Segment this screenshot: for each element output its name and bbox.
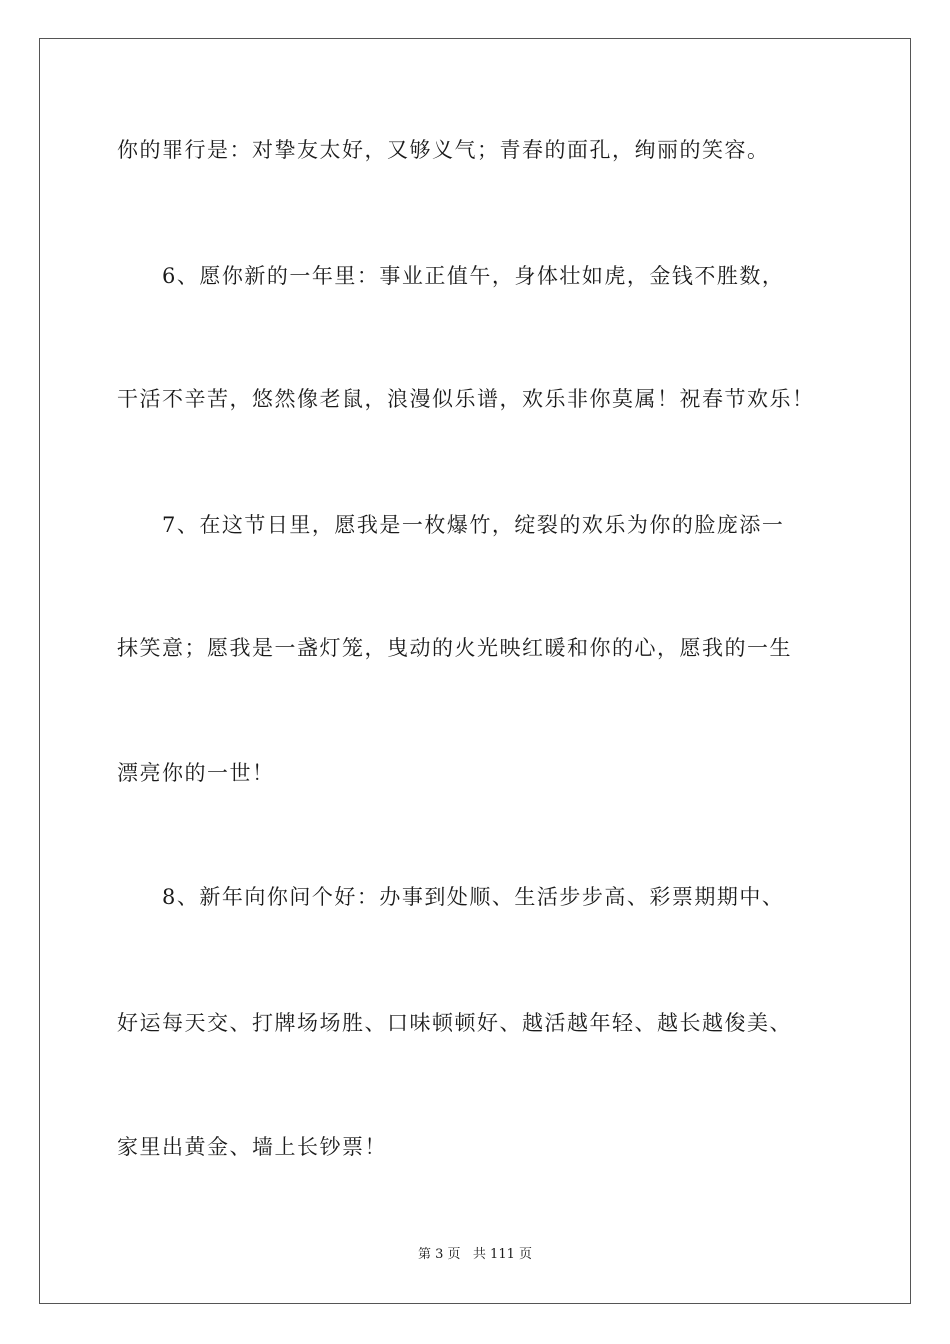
item-8-line-2: 好运每天交、打牌场场胜、口味顿顿好、越活越年轻、越长越俊美、: [117, 1011, 792, 1035]
page-footer: 第 3 页 共 111 页: [417, 1247, 532, 1262]
page-border: [39, 38, 911, 1304]
item-7-line-2: 抹笑意；愿我是一盏灯笼，曳动的火光映红暖和你的心，愿我的一生: [117, 636, 792, 660]
item-7-line-3: 漂亮你的一世！: [117, 761, 275, 785]
item-6-line-1: 6、愿你新的一年里：事业正值午，身体壮如虎，金钱不胜数，: [162, 264, 785, 288]
item-6-line-2: 干活不辛苦，悠然像老鼠，浪漫似乐谱，欢乐非你莫属！祝春节欢乐！: [117, 387, 815, 411]
item-8-line-1: 8、新年向你问个好：办事到处顺、生活步步高、彩票期期中、: [162, 885, 785, 909]
item-7-line-1: 7、在这节日里，愿我是一枚爆竹，绽裂的欢乐为你的脸庞添一: [162, 513, 785, 537]
item-8-line-3: 家里出黄金、墙上长钞票！: [117, 1135, 387, 1159]
text-line-1: 你的罪行是：对挚友太好，又够义气；青春的面孔，绚丽的笑容。: [117, 138, 770, 162]
